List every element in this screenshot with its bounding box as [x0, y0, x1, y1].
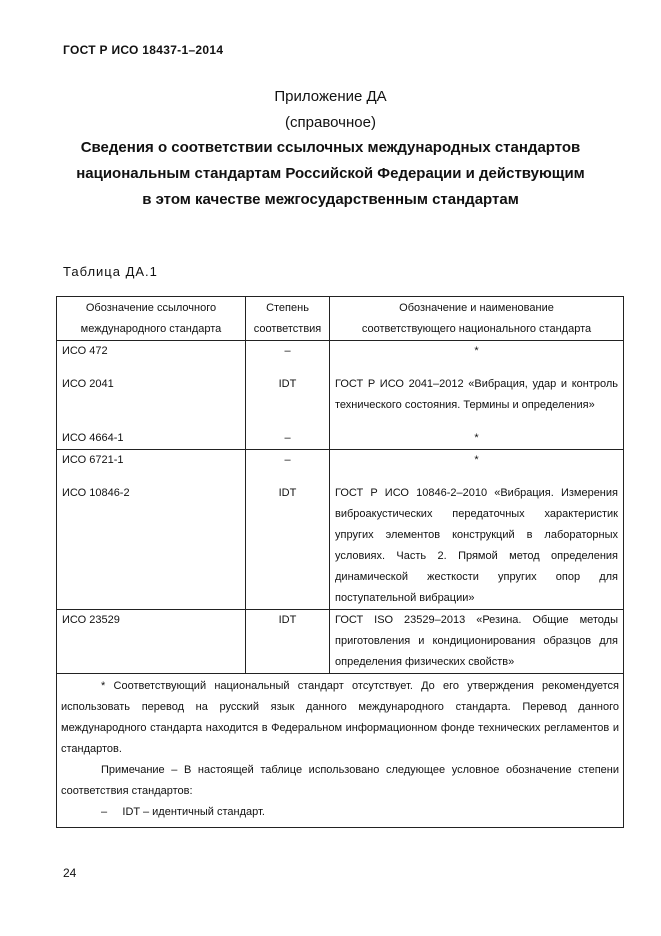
degree-cell: IDT	[246, 362, 330, 416]
degree-cell: –	[246, 450, 330, 472]
appendix-kind: (справочное)	[285, 114, 376, 131]
degree-cell: IDT	[246, 471, 330, 610]
degree-cell: IDT	[246, 610, 330, 674]
table-row	[57, 416, 624, 450]
table-row	[57, 450, 624, 472]
table-row	[57, 362, 624, 416]
reference-cell: ИСО 10846-2	[57, 471, 246, 610]
reference-cell: ИСО 2041	[57, 362, 246, 416]
table-caption: Таблица ДА.1	[63, 264, 158, 279]
reference-cell: ИСО 6721-1	[57, 450, 246, 472]
national-cell: *	[330, 416, 624, 450]
appendix-heading-line-1: Сведения о соответствии ссылочных международных стандартов	[80, 139, 581, 156]
legend-text: – IDT – идентичный стандарт.	[101, 806, 265, 818]
footnote-text: * Соответствующий национальный стандарт отсутствует. До его утверждения рекомендуется использовать перевод на русский язык данного международного стандарта. Перевод данного международного стандарта находится в Федеральном информационном фонде технических регламентов и стандартов.	[61, 680, 619, 755]
table-row	[57, 341, 624, 363]
appendix-title: Приложение ДА	[274, 88, 387, 105]
appendix-heading-line-2: национальным стандартам Российской Федерации и действующим	[76, 165, 585, 182]
table-footnote-cell	[57, 674, 624, 828]
note-text: Примечание – В настоящей таблице использовано следующее условное обозначение степени соответствия стандартов:	[61, 764, 619, 797]
column-header-reference: Обозначение ссылочного международного стандарта	[57, 297, 246, 341]
national-cell: ГОСТ Р ИСО 10846-2–2010 «Вибрация. Измерения виброакустических передаточных характеристик упругих элементов конструкций в лабораторных условиях. Часть 2. Прямой метод определения динамической жесткости упругих опор для поступательной вибрации»	[330, 471, 624, 610]
degree-cell: –	[246, 341, 330, 363]
table-row	[57, 610, 624, 674]
column-header-degree: Степень соответствия	[246, 297, 330, 341]
table-footnote-row	[57, 674, 624, 828]
reference-cell: ИСО 4664-1	[57, 416, 246, 450]
national-cell: *	[330, 450, 624, 472]
column-header-national: Обозначение и наименование соответствующего национального стандарта	[330, 297, 624, 341]
document-code: ГОСТ Р ИСО 18437-1–2014	[63, 43, 224, 57]
national-cell: ГОСТ Р ИСО 2041–2012 «Вибрация, удар и контроль технического состояния. Термины и определения»	[330, 362, 624, 416]
national-cell: *	[330, 341, 624, 363]
table-row	[57, 471, 624, 610]
appendix-heading-line-3: в этом качестве межгосударственным стандартам	[142, 191, 519, 208]
degree-cell: –	[246, 416, 330, 450]
reference-cell: ИСО 472	[57, 341, 246, 363]
national-cell: ГОСТ ISO 23529–2013 «Резина. Общие методы приготовления и кондиционирования образцов для определения физических свойств»	[330, 610, 624, 674]
correspondence-table	[56, 296, 624, 828]
reference-cell: ИСО 23529	[57, 610, 246, 674]
table-header-row	[57, 297, 624, 341]
page-number: 24	[63, 866, 77, 880]
